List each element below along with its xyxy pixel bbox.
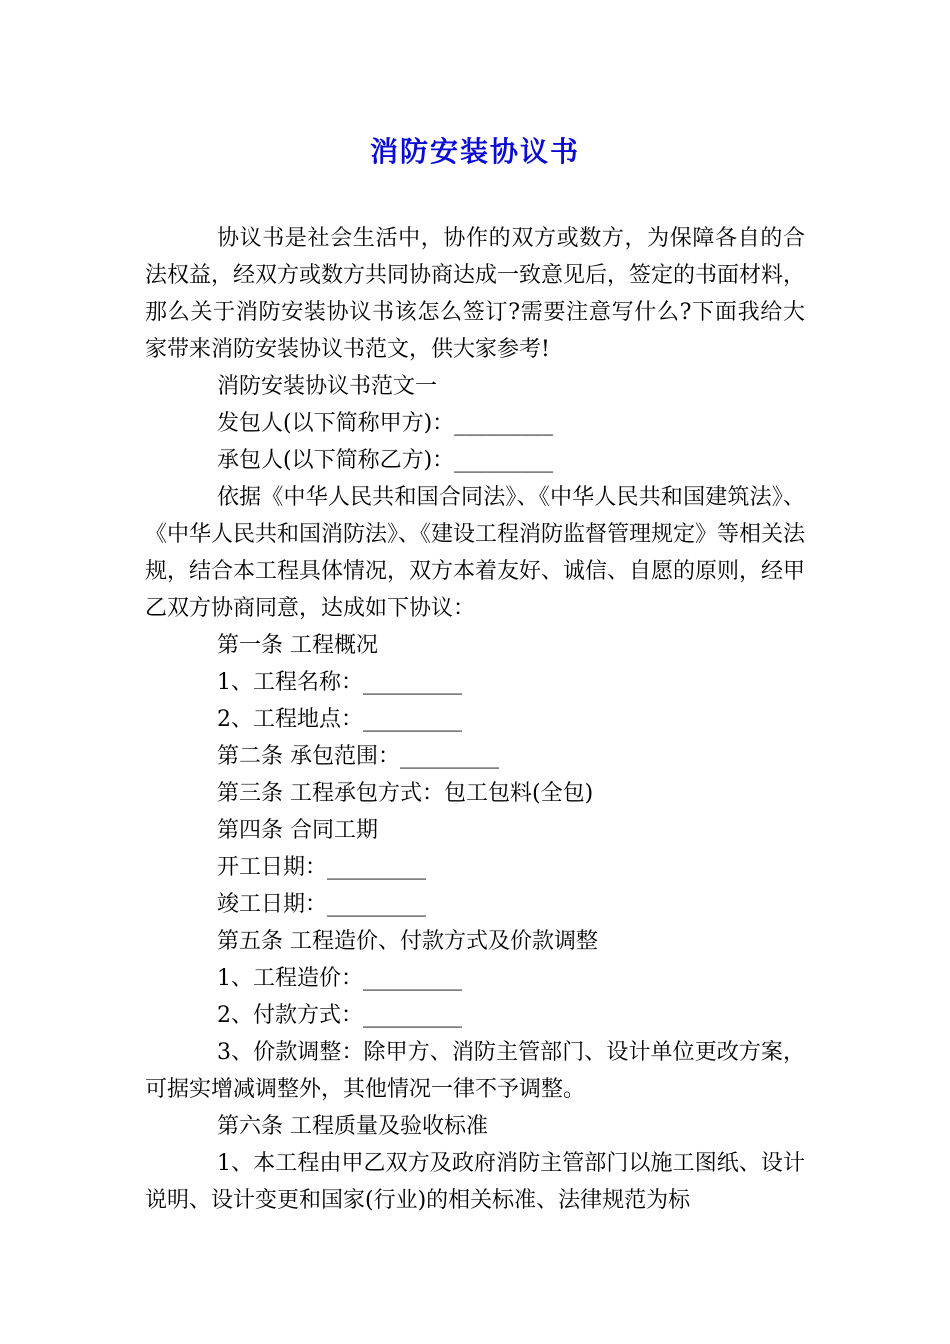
- start-date-line: 开工日期：_________: [217, 855, 427, 880]
- article-1-heading: 第一条 工程概况: [217, 633, 378, 658]
- quality-standard-paragraph: 1、本工程由甲乙双方及政府消防主管部门以施工图纸、设计说明、设计变更和国家(行业)的相关标准、法律规范为标: [145, 1151, 805, 1213]
- party-a-line: 发包人(以下简称甲方)：_________: [217, 411, 554, 436]
- document-body: [145, 220, 805, 1219]
- sample-heading: 消防安装协议书范文一: [217, 374, 438, 399]
- project-name-line: 1、工程名称：_________: [217, 670, 462, 695]
- intro-paragraph: 协议书是社会生活中，协作的双方或数方，为保障各自的合法权益，经双方或数方共同协商达成一致意见后，签定的书面材料，那么关于消防安装协议书该怎么签订?需要注意写什么?下面我给大家带来消防安装协议书范文，供大家参考!: [145, 226, 806, 362]
- article-6-heading: 第六条 工程质量及验收标准: [217, 1114, 488, 1139]
- legal-basis-paragraph: 依据《中华人民共和国合同法》、《中华人民共和国建筑法》、《中华人民共和国消防法》、《建设工程消防监督管理规定》等相关法规，结合本工程具体情况，双方本着友好、诚信、自愿的原则，经甲乙双方协商同意，达成如下协议：: [145, 485, 806, 621]
- payment-method-line: 2、付款方式：_________: [217, 1003, 462, 1028]
- article-4-heading: 第四条 合同工期: [217, 818, 378, 843]
- party-b-line: 承包人(以下简称乙方)：_________: [217, 448, 554, 473]
- article-3-line: 第三条 工程承包方式：包工包料(全包): [217, 781, 594, 806]
- document-title: 消防安装协议书: [369, 135, 580, 168]
- completion-date-line: 竣工日期：_________: [217, 892, 427, 917]
- article-2-line: 第二条 承包范围：_________: [217, 744, 499, 769]
- project-cost-line: 1、工程造价：_________: [217, 966, 462, 991]
- price-adjustment-paragraph: 3、价款调整：除甲方、消防主管部门、设计单位更改方案，可据实增减调整外，其他情况一律不予调整。: [145, 1040, 805, 1102]
- article-5-heading: 第五条 工程造价、付款方式及价款调整: [217, 929, 598, 954]
- project-location-line: 2、工程地点：_________: [217, 707, 462, 732]
